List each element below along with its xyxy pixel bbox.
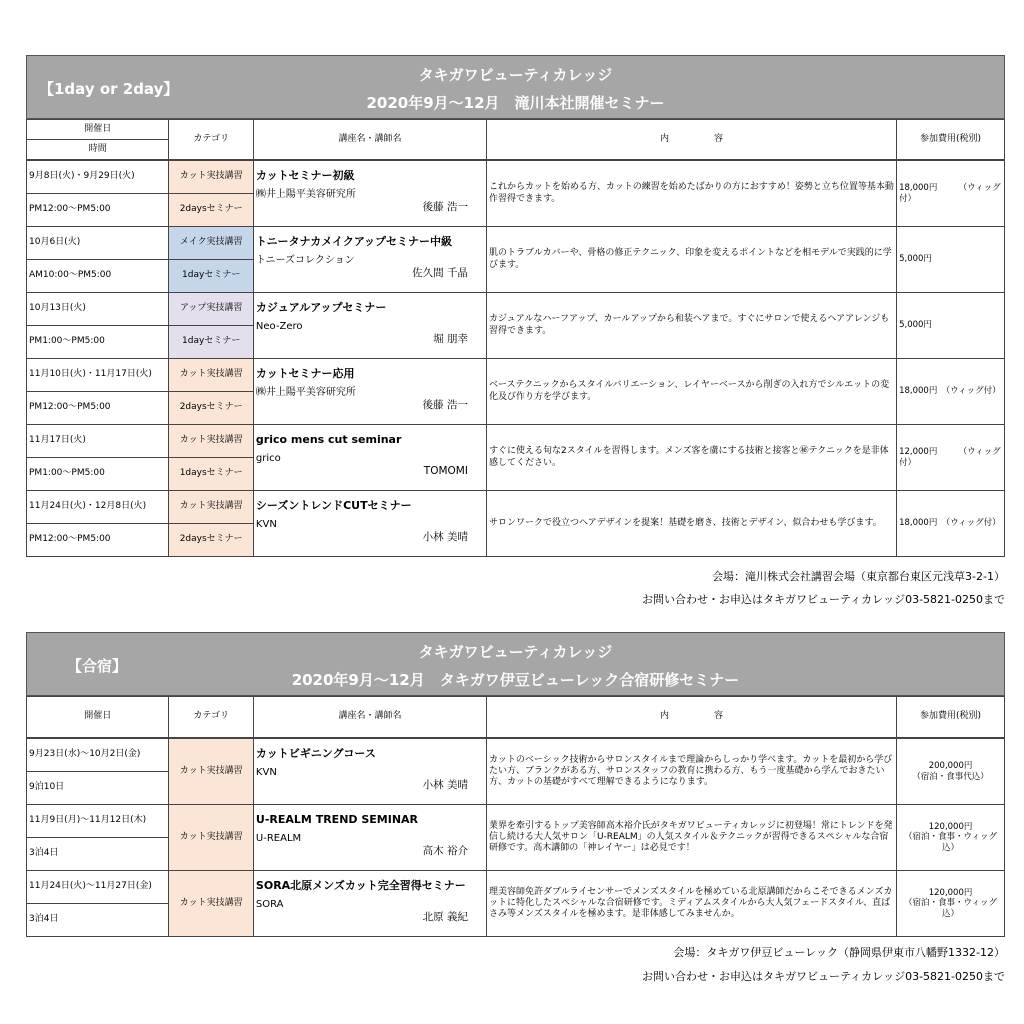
lecture-organization: ㈱井上陽平美容研究所 bbox=[255, 188, 356, 200]
lecture-title: トニータナカメイクアップセミナー中級 bbox=[255, 235, 452, 248]
lecture-cell bbox=[253, 871, 486, 937]
section-2-header bbox=[26, 632, 1005, 696]
header-date: 開催日 bbox=[27, 697, 169, 738]
camp-fee-cell bbox=[897, 739, 1005, 805]
table-row bbox=[27, 161, 1005, 194]
seminar-title: 2020年9月～12月 タキガワ伊豆ビューレック合宿研修セミナー bbox=[291, 671, 740, 689]
lecture-cell bbox=[253, 805, 486, 871]
lecture-organization: KVN bbox=[255, 766, 277, 778]
lecture-cell bbox=[253, 739, 486, 805]
camp-fee: 120,000円 bbox=[928, 887, 973, 898]
lecture-title: カットビギニングコース bbox=[255, 747, 376, 760]
seminar-date: 9月8日(火)・9月29日(火) bbox=[27, 161, 169, 194]
lecture-instructor: 後藤 浩一 bbox=[422, 201, 468, 214]
seminar-days: 1daysセミナー bbox=[169, 458, 253, 491]
seminar-category: カット実技講習 bbox=[169, 425, 253, 458]
camp-content: カットのベーシック技術からサロンスタイルまで理論からしっかり学べます。カットを最初から学びたい方、ブランクがある方、サロンスタッフの教育に携わる方、もう一度基礎から学んでおきたい方、カットの基礎がすべて理解できるようになります。 bbox=[486, 739, 896, 805]
camp-nights: 3泊4日 bbox=[27, 904, 169, 937]
table-row bbox=[27, 359, 1005, 392]
header-lecture: 講座名・講師名 bbox=[253, 120, 486, 160]
lecture-title: シーズントレンドCUTセミナー bbox=[255, 499, 412, 512]
lecture-title: カットセミナー応用 bbox=[255, 367, 355, 380]
lecture-organization: SORA bbox=[255, 898, 284, 910]
camp-table bbox=[26, 696, 1005, 738]
header-category: カテゴリ bbox=[169, 120, 253, 160]
section-tag: 【1day or 2day】 bbox=[39, 80, 179, 98]
seminar-days: 2daysセミナー bbox=[169, 194, 253, 227]
camp-date: 11月24日(火)～11月27日(金) bbox=[27, 871, 169, 904]
lecture-instructor: TOMOMI bbox=[423, 465, 468, 478]
lecture-title: grico mens cut seminar bbox=[255, 433, 402, 446]
seminar-days: 2daysセミナー bbox=[169, 392, 253, 425]
seminar-category: カット実技講習 bbox=[169, 359, 253, 392]
lecture-cell bbox=[253, 425, 486, 491]
section-tag: 【合宿】 bbox=[67, 657, 128, 675]
seminar-date: 11月24日(火)・12月8日(火) bbox=[27, 491, 169, 524]
seminar-days: 1dayセミナー bbox=[169, 260, 253, 293]
camp-category: カット実技講習 bbox=[169, 871, 253, 937]
college-title: タキガワビューティカレッジ bbox=[418, 643, 613, 661]
camp-content: 業界を牽引するトップ美容師高木裕介氏がタキガワビューティカレッジに初登場！常にトレンドを発信し続ける大人気サロン「U-REALM」の人気スタイル＆テクニックが習得できるスペシャルな合宿研修です。高木講師の「神レイヤー」は必見です！ bbox=[486, 805, 896, 871]
seminar-time: PM12:00～PM5:00 bbox=[27, 392, 169, 425]
seminar-time: PM1:00～PM5:00 bbox=[27, 458, 169, 491]
table-row bbox=[27, 739, 1005, 772]
lecture-organization: Neo-Zero bbox=[255, 320, 303, 332]
lecture-instructor: 佐久間 千晶 bbox=[412, 267, 468, 280]
camp-fee-note: （宿泊・食事代込） bbox=[912, 771, 989, 782]
lecture-instructor: 北原 義紀 bbox=[422, 911, 468, 924]
seminar-time: PM1:00～PM5:00 bbox=[27, 326, 169, 359]
camp-date: 11月9日(月)～11月12日(木) bbox=[27, 805, 169, 838]
camp-table-body bbox=[26, 738, 1005, 937]
lecture-organization: grico bbox=[255, 452, 281, 464]
venue-text: 会場：滝川株式会社講習会場（東京都台東区元浅草3-2-1） bbox=[712, 570, 1005, 583]
lecture-cell bbox=[253, 161, 486, 227]
seminar-date: 11月17日(火) bbox=[27, 425, 169, 458]
lecture-organization: U-REALM bbox=[255, 832, 302, 844]
lecture-organization: ㈱井上陽平美容研究所 bbox=[255, 386, 356, 398]
contact-text: お問い合わせ・お申込はタキガワビューティカレッジ03-5821-0250まで bbox=[642, 593, 1005, 606]
header-fee: 参加費用(税別) bbox=[897, 697, 1005, 738]
seminar-fee: 18,000円 （ウィッグ付） bbox=[897, 491, 1005, 557]
header-lecture: 講座名・講師名 bbox=[253, 697, 486, 738]
table-row bbox=[27, 293, 1005, 326]
camp-fee-cell bbox=[897, 871, 1005, 937]
camp-fee-note: （宿泊・食事・ウィッグ込） bbox=[904, 898, 998, 919]
camp-fee: 120,000円 bbox=[928, 821, 973, 832]
lecture-cell bbox=[253, 359, 486, 425]
camp-nights: 9泊10日 bbox=[27, 772, 169, 805]
lecture-instructor: 高木 裕介 bbox=[422, 845, 468, 858]
seminar-fee: 5,000円 bbox=[897, 293, 1005, 359]
venue-text: 会場：タキガワ伊豆ビューレック（静岡県伊東市八幡野1332-12） bbox=[673, 946, 1005, 959]
camp-category: カット実技講習 bbox=[169, 739, 253, 805]
seminar-date: 10月6日(火) bbox=[27, 227, 169, 260]
seminar-fee: 12,000円 （ウィッグ付） bbox=[897, 425, 1005, 491]
lecture-organization: KVN bbox=[255, 518, 277, 530]
lecture-instructor: 小林 美晴 bbox=[422, 779, 468, 792]
seminar-content: ベーステクニックからスタイルバリエーション、レイヤーベースから削ぎの入れ方でシルエットの変化及び作り方を学びます。 bbox=[486, 359, 896, 425]
seminar-category: メイク実技講習 bbox=[169, 227, 253, 260]
lecture-cell bbox=[253, 491, 486, 557]
header-date: 開催日 bbox=[27, 120, 169, 140]
seminar-fee: 18,000円 （ウィッグ付） bbox=[897, 359, 1005, 425]
camp-fee: 200,000円 bbox=[928, 760, 973, 771]
lecture-cell bbox=[253, 293, 486, 359]
seminar-date: 11月10日(火)・11月17日(火) bbox=[27, 359, 169, 392]
seminar-time: AM10:00～PM5:00 bbox=[27, 260, 169, 293]
table-row bbox=[27, 425, 1005, 458]
seminar-table bbox=[26, 119, 1005, 160]
seminar-title: 2020年9月～12月 滝川本社開催セミナー bbox=[366, 94, 665, 112]
table-row bbox=[27, 227, 1005, 260]
seminar-content: サロンワークで役立つヘアデザインを提案！基礎を磨き、技術とデザイン、似合わせも学びます。 bbox=[486, 491, 896, 557]
camp-nights: 3泊4日 bbox=[27, 838, 169, 871]
seminar-table-body bbox=[26, 160, 1005, 557]
seminar-days: 1dayセミナー bbox=[169, 326, 253, 359]
camp-fee-note: （宿泊・食事・ウィッグ込） bbox=[904, 832, 998, 853]
contact-text: お問い合わせ・お申込はタキガワビューティカレッジ03-5821-0250まで bbox=[642, 970, 1005, 983]
seminar-category: カット実技講習 bbox=[169, 161, 253, 194]
seminar-fee: 5,000円 bbox=[897, 227, 1005, 293]
seminar-days: 2daysセミナー bbox=[169, 524, 253, 557]
header-content: 内 容 bbox=[486, 120, 896, 160]
seminar-content: カジュアルなハーフアップ、カールアップから和装ヘアまで。すぐにサロンで使えるヘアアレンジも習得できます。 bbox=[486, 293, 896, 359]
seminar-fee: 18,000円 （ウィッグ付） bbox=[897, 161, 1005, 227]
seminar-content: すぐに使える旬な2スタイルを習得します。メンズ客を虜にする技術と接客と㊙テクニックを是非体感してください。 bbox=[486, 425, 896, 491]
camp-fee-cell bbox=[897, 805, 1005, 871]
camp-date: 9月23日(水)～10月2日(金) bbox=[27, 739, 169, 772]
lecture-cell bbox=[253, 227, 486, 293]
college-title: タキガワビューティカレッジ bbox=[418, 66, 613, 84]
section-1-header bbox=[26, 55, 1005, 119]
camp-category: カット実技講習 bbox=[169, 805, 253, 871]
table-row bbox=[27, 871, 1005, 904]
table-row bbox=[27, 491, 1005, 524]
lecture-title: カットセミナー初級 bbox=[255, 169, 355, 182]
seminar-time: PM12:00～PM5:00 bbox=[27, 524, 169, 557]
lecture-title: カジュアルアップセミナー bbox=[255, 301, 387, 314]
seminar-date: 10月13日(火) bbox=[27, 293, 169, 326]
lecture-title: U-REALM TREND SEMINAR bbox=[255, 813, 419, 826]
seminar-content: これからカットを始める方、カットの練習を始めたばかりの方におすすめ！姿勢と立ち位置等基本動作習得できます。 bbox=[486, 161, 896, 227]
header-fee: 参加費用(税別) bbox=[897, 120, 1005, 160]
header-category: カテゴリ bbox=[169, 697, 253, 738]
table-row bbox=[27, 805, 1005, 838]
lecture-instructor: 小林 美晴 bbox=[422, 531, 468, 544]
lecture-organization: トニーズコレクション bbox=[255, 254, 355, 266]
seminar-category: アップ実技講習 bbox=[169, 293, 253, 326]
seminar-content: 肌のトラブルカバーや、骨格の修正テクニック、印象を変えるポイントなどを相モデルで実践的に学びます。 bbox=[486, 227, 896, 293]
lecture-title: SORA北原メンズカット完全習得セミナー bbox=[255, 879, 466, 892]
camp-content: 理美容師免許ダブルライセンサーでメンズスタイルを極めている北原講師だからこそできるメンズカットに特化したスペシャルな合宿研修です。ミディアムスタイルから大人気フェードスタイル、直ばさみ等メンズスタイルを極めます。是非体感してみませんか。 bbox=[486, 871, 896, 937]
seminar-time: PM12:00～PM5:00 bbox=[27, 194, 169, 227]
lecture-instructor: 後藤 浩一 bbox=[422, 399, 468, 412]
lecture-instructor: 堀 朋幸 bbox=[433, 333, 468, 346]
header-content: 内 容 bbox=[486, 697, 896, 738]
seminar-category: カット実技講習 bbox=[169, 491, 253, 524]
header-time: 時間 bbox=[27, 140, 169, 160]
